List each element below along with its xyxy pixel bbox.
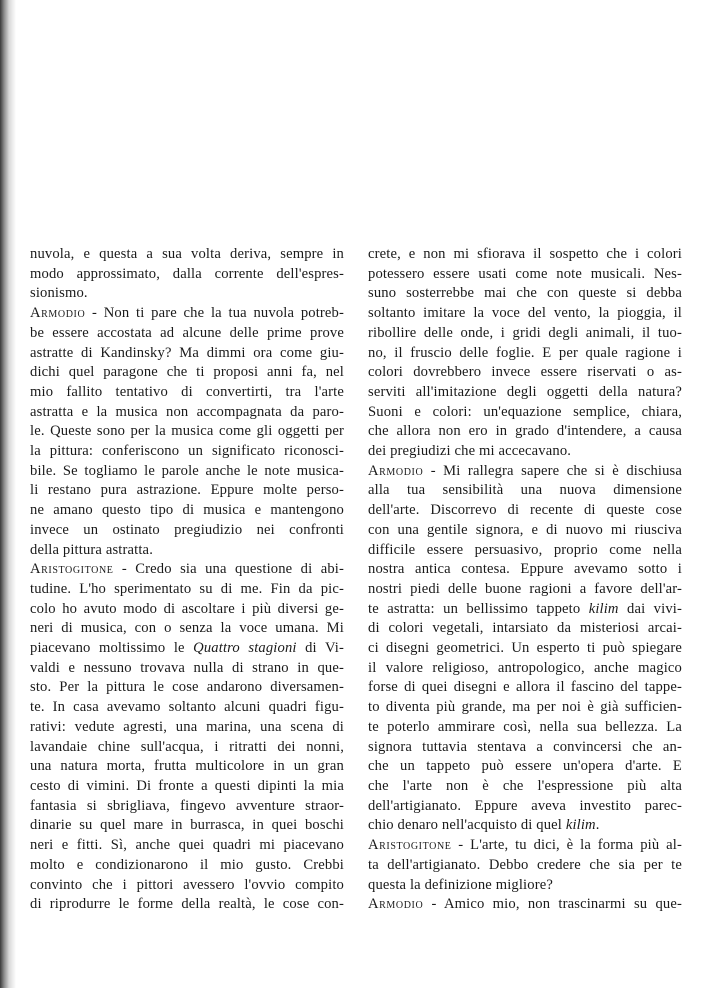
text-line: Armodio - Amico mio, non trascinarmi su que- — [368, 896, 682, 913]
text-line: neri di musica, con o senza la voce umana. Mi — [30, 620, 344, 637]
text-column-left — [30, 245, 344, 915]
text-line: convinto che i pittori avessero l'ovvio compito — [30, 876, 344, 893]
text-line: difficile essere persuasivo, proprio come nella — [368, 541, 682, 558]
text-line: te poterlo ammirare così, nella sua bellezza. La — [368, 718, 682, 735]
text-line: dichi quel paragone che ti proposi anni fa, nel — [30, 364, 344, 381]
text-line: le. Queste sono per la musica come gli oggetti per — [30, 423, 344, 440]
text-line: colori dovrebbero invece essere riservati o as- — [368, 364, 682, 381]
text-line: ci disegni geometrici. Un esperto ti può spiegare — [368, 640, 682, 657]
text-line: rativi: vedute agresti, una marina, una scena di — [30, 718, 344, 735]
text-line: cesto di vimini. Di fronte a questi dipinti la mia — [30, 777, 344, 794]
speaker-name: Armodio — [368, 462, 424, 479]
text-line: potessero essere usati come note musicali. Nes- — [368, 265, 682, 282]
text-line: che un tappeto può essere un'opera d'arte. E — [368, 758, 682, 775]
text-line: te. In casa avevamo soltanto alcuni quadri figu- — [30, 699, 344, 716]
text-line: forse di quei disegni e allora il fascino del tappe- — [368, 679, 682, 696]
text-line: valdi e nessuno trovava nulla di strano in que- — [30, 659, 344, 676]
speaker-name: Aristogitone — [30, 561, 114, 578]
text-line: nostra antica contesa. Eppure avevamo sotto i — [368, 561, 682, 578]
text-line: dell'arte. Discorrevo di recente di queste cose — [368, 502, 682, 519]
text-line: to diventa più grande, ma per noi è già sufficien- — [368, 699, 682, 716]
text-line: che l'arte non è che l'espressione più alta — [368, 777, 682, 794]
text-line: dinarie su quel mare in burrasca, in quei boschi — [30, 817, 344, 834]
text-line: mio fallito tentativo di convertirti, tra l'arte — [30, 383, 344, 400]
text-line: fantasia si sbrigliava, fingevo avventure straor- — [30, 797, 344, 814]
text-line: lavandaie chine sull'acqua, i ritratti dei nonni, — [30, 738, 344, 755]
page-binding-shadow — [0, 0, 16, 988]
text-line: Suoni e colori: un'equazione semplice, chiara, — [368, 403, 682, 420]
text-line: ta dell'artigianato. Debbo credere che sia per te — [368, 856, 682, 873]
speaker-name: Armodio — [368, 896, 424, 913]
text-line: nostri piedi delle buone ragioni a favore dell'ar- — [368, 580, 682, 597]
text-line: suno sosterrebbe mai che con queste si debba — [368, 285, 682, 302]
text-line: modo approssimato, dalla corrente dell'espres- — [30, 265, 344, 282]
text-line: crete, e non mi sfiorava il sospetto che i colori — [368, 246, 682, 262]
work-title: Quattro stagioni — [193, 640, 297, 657]
text-column-right — [368, 245, 682, 915]
text-line: serviti all'imitazione degli oggetti della natura? — [368, 383, 682, 400]
text-line: neri e fitti. Sì, anche quei quadri mi piacevano — [30, 837, 344, 854]
text-line: piacevano moltissimo le Quattro stagioni di Vi- — [30, 640, 344, 657]
text-line: con una gentile signora, e di nuovo mi riusciva — [368, 521, 682, 538]
text-line: alla tua sensibilità una nuova dimensione — [368, 482, 682, 499]
text-line: ribollire delle onde, i gridi degli animali, il tuo- — [368, 324, 682, 341]
text-line: soltanto imitare la voce del vento, la pioggia, il — [368, 305, 682, 322]
speaker-name: Aristogitone — [368, 837, 452, 854]
text-line: li restano pura astrazione. Eppure molte perso- — [30, 482, 344, 499]
text-line: una natura morta, frutta multicolore in un gran — [30, 758, 344, 775]
text-line: astratta e la musica non accompagnata da paro- — [30, 403, 344, 420]
text-line: molto e condizionarono il mio gusto. Crebbi — [30, 856, 344, 873]
text-line: bile. Se togliamo le parole anche le note musica- — [30, 462, 344, 479]
text-line: te astratta: un bellissimo tappeto kilim dai vivi- — [368, 600, 682, 617]
text-line: Aristogitone - L'arte, tu dici, è la forma più al- — [368, 837, 682, 854]
text-line: sionismo. — [30, 285, 88, 302]
text-line: sto. Per la pittura le cose andarono diversamen- — [30, 679, 344, 696]
speaker-name: Armodio — [30, 305, 86, 322]
text-line: chio denaro nell'acquisto di quel kilim. — [368, 817, 600, 834]
text-line: il valore religioso, antropologico, anche magico — [368, 659, 682, 676]
term-kilim: kilim — [588, 600, 619, 617]
text-line: Aristogitone - Credo sia una questione di abi- — [30, 561, 344, 578]
text-line: la pittura: conferiscono un significato riconosci- — [30, 443, 344, 460]
text-line: be essere accostata ad alcune delle prime prove — [30, 324, 344, 341]
text-line: signora tuttavia stentava a convincersi che an- — [368, 738, 682, 755]
text-line: invece un ostinato pregiudizio nei confronti — [30, 521, 344, 538]
term-kilim: kilim — [565, 817, 596, 834]
text-line: nuvola, e questa a sua volta deriva, sempre in — [30, 246, 344, 262]
text-line: dei pregiudizi che mi accecavano. — [368, 443, 572, 460]
text-line: dell'artigianato. Eppure aveva investito parec- — [368, 797, 682, 814]
text-line: astratte di Kandinsky? Ma dimmi ora come giu- — [30, 344, 344, 361]
text-line: no, il fruscio delle foglie. E per quale ragione i — [368, 344, 682, 361]
text-line: colo ho avuto modo di ascoltare i più diversi ge- — [30, 600, 344, 617]
text-line: che allora non ero in grado d'intendere, a causa — [368, 423, 682, 440]
text-line: ne amano questo tipo di musica e mantengono — [30, 502, 344, 519]
text-line: Armodio - Mi rallegra sapere che si è dischiusa — [368, 462, 682, 479]
text-line: di riprodurre le forme della realtà, le cose con- — [30, 896, 344, 913]
text-line: di colori vegetali, intarsiato da misteriosi arcai- — [368, 620, 682, 637]
text-line: questa la definizione migliore? — [368, 876, 553, 893]
text-line: tudine. L'ho sperimentato su di me. Fin da pic- — [30, 580, 344, 597]
text-line: della pittura astratta. — [30, 541, 153, 558]
text-line: Armodio - Non ti pare che la tua nuvola potreb- — [30, 305, 344, 322]
